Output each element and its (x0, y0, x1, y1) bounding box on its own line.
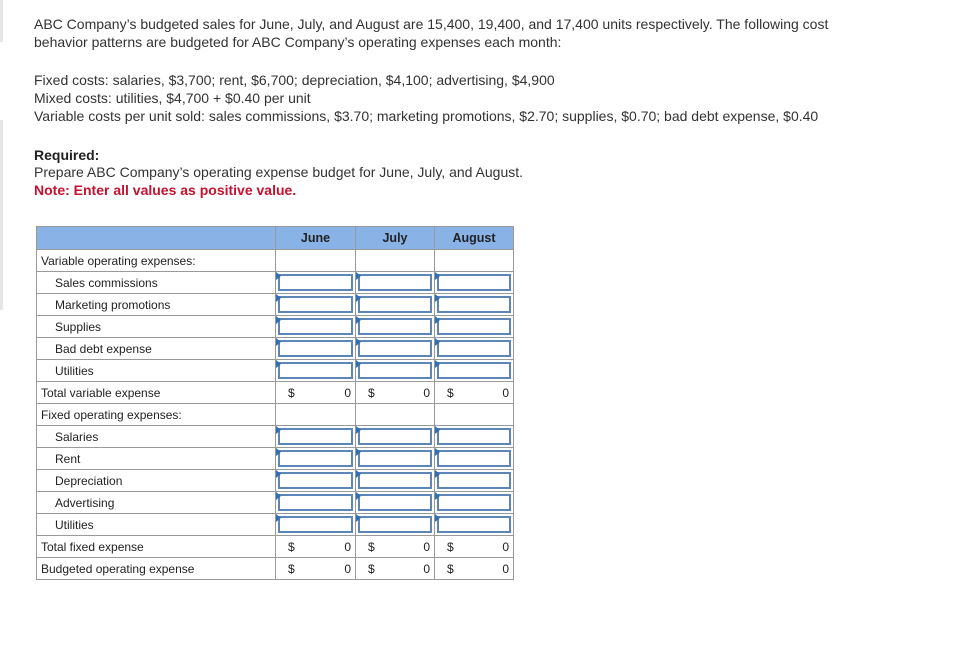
intro-line-2: behavior patterns are budgeted for ABC Company’s operating expenses each month: (34, 34, 562, 50)
input-fixed-utilities-july[interactable] (356, 514, 435, 536)
row-label-bad-debt-expense: Bad debt expense (37, 338, 276, 360)
budgeted-august (435, 558, 514, 580)
input-supplies-july[interactable] (356, 316, 435, 338)
input-marketing-promotions-june[interactable] (276, 294, 356, 316)
input-marketing-promotions-july[interactable] (356, 294, 435, 316)
input-rent-july[interactable] (356, 448, 435, 470)
total-variable-june (276, 382, 356, 404)
input-fixed-utilities-august[interactable] (435, 514, 514, 536)
total-value: 0 (344, 386, 351, 400)
budgeted-june (276, 558, 356, 580)
total-variable-august (435, 382, 514, 404)
currency-symbol: $ (368, 562, 375, 576)
input-rent-august[interactable] (435, 448, 514, 470)
currency-symbol: $ (447, 386, 454, 400)
input-rent-june[interactable] (276, 448, 356, 470)
empty-cell (356, 404, 435, 426)
input-sales-commissions-july[interactable] (356, 272, 435, 294)
variable-section-label: Variable operating expenses: (37, 250, 276, 272)
empty-cell (435, 404, 514, 426)
table-row (37, 272, 514, 294)
currency-symbol: $ (368, 386, 375, 400)
table-header-row (37, 227, 514, 250)
column-header-june: June (276, 227, 356, 250)
input-sales-commissions-june[interactable] (276, 272, 356, 294)
table-row (37, 338, 514, 360)
fixed-costs-text: Fixed costs: salaries, $3,700; rent, $6,700; depreciation, $4,100; advertising, $4,900 (34, 72, 555, 88)
note-text: Note: Enter all values as positive value. (34, 182, 297, 198)
row-label-variable-utilities: Utilities (37, 360, 276, 382)
required-heading: Required: (34, 147, 100, 163)
empty-cell (356, 250, 435, 272)
total-value: 0 (502, 386, 509, 400)
table-row (37, 316, 514, 338)
currency-symbol: $ (447, 540, 454, 554)
currency-symbol: $ (288, 386, 295, 400)
row-label-salaries: Salaries (37, 426, 276, 448)
table-row (37, 426, 514, 448)
total-fixed-july (356, 536, 435, 558)
table-row (37, 382, 514, 404)
total-value: 0 (502, 540, 509, 554)
table-row (37, 558, 514, 580)
input-salaries-june[interactable] (276, 426, 356, 448)
row-label-marketing-promotions: Marketing promotions (37, 294, 276, 316)
table-row (37, 536, 514, 558)
total-fixed-august (435, 536, 514, 558)
header-blank (37, 227, 276, 250)
total-value: 0 (344, 540, 351, 554)
total-value: 0 (423, 386, 430, 400)
column-header-august: August (435, 227, 514, 250)
input-bad-debt-june[interactable] (276, 338, 356, 360)
row-label-depreciation: Depreciation (37, 470, 276, 492)
left-edge-tab (0, 120, 3, 310)
intro-line-1: ABC Company’s budgeted sales for June, July, and August are 15,400, 19,400, and 17,400 units respectively. The following cost (34, 16, 829, 32)
empty-cell (435, 250, 514, 272)
currency-symbol: $ (368, 540, 375, 554)
total-value: 0 (502, 562, 509, 576)
currency-symbol: $ (288, 540, 295, 554)
input-marketing-promotions-august[interactable] (435, 294, 514, 316)
empty-cell (276, 404, 356, 426)
input-supplies-august[interactable] (435, 316, 514, 338)
input-bad-debt-august[interactable] (435, 338, 514, 360)
input-advertising-june[interactable] (276, 492, 356, 514)
table-row (37, 294, 514, 316)
currency-symbol: $ (288, 562, 295, 576)
table-row (37, 470, 514, 492)
row-label-sales-commissions: Sales commissions (37, 272, 276, 294)
input-advertising-july[interactable] (356, 492, 435, 514)
left-edge-tab (0, 0, 3, 42)
row-label-advertising: Advertising (37, 492, 276, 514)
row-label-total-fixed: Total fixed expense (37, 536, 276, 558)
input-bad-debt-july[interactable] (356, 338, 435, 360)
column-header-july: July (356, 227, 435, 250)
currency-symbol: $ (447, 562, 454, 576)
variable-costs-text: Variable costs per unit sold: sales commissions, $3.70; marketing promotions, $2.70; supplies, $0.70; bad debt expense, $0.40 (34, 108, 819, 124)
input-salaries-july[interactable] (356, 426, 435, 448)
empty-cell (276, 250, 356, 272)
total-value: 0 (423, 562, 430, 576)
table-row (37, 514, 514, 536)
table-row (37, 448, 514, 470)
input-variable-utilities-july[interactable] (356, 360, 435, 382)
total-variable-july (356, 382, 435, 404)
table-row (37, 360, 514, 382)
input-advertising-august[interactable] (435, 492, 514, 514)
input-sales-commissions-august[interactable] (435, 272, 514, 294)
table-row (37, 492, 514, 514)
mixed-costs-text: Mixed costs: utilities, $4,700 + $0.40 per unit (34, 90, 311, 106)
total-fixed-june (276, 536, 356, 558)
table-row (37, 404, 514, 426)
input-variable-utilities-august[interactable] (435, 360, 514, 382)
row-label-supplies: Supplies (37, 316, 276, 338)
input-supplies-june[interactable] (276, 316, 356, 338)
row-label-budgeted-operating-expense: Budgeted operating expense (37, 558, 276, 580)
input-depreciation-july[interactable] (356, 470, 435, 492)
input-depreciation-august[interactable] (435, 470, 514, 492)
fixed-section-label: Fixed operating expenses: (37, 404, 276, 426)
required-text: Prepare ABC Company’s operating expense budget for June, July, and August. (34, 164, 524, 180)
row-label-total-variable: Total variable expense (37, 382, 276, 404)
operating-expense-budget-table (36, 226, 514, 580)
row-label-rent: Rent (37, 448, 276, 470)
input-variable-utilities-june[interactable] (276, 360, 356, 382)
input-depreciation-june[interactable] (276, 470, 356, 492)
input-fixed-utilities-june[interactable] (276, 514, 356, 536)
total-value: 0 (344, 562, 351, 576)
input-salaries-august[interactable] (435, 426, 514, 448)
row-label-fixed-utilities: Utilities (37, 514, 276, 536)
total-value: 0 (423, 540, 430, 554)
budgeted-july (356, 558, 435, 580)
table-row (37, 250, 514, 272)
